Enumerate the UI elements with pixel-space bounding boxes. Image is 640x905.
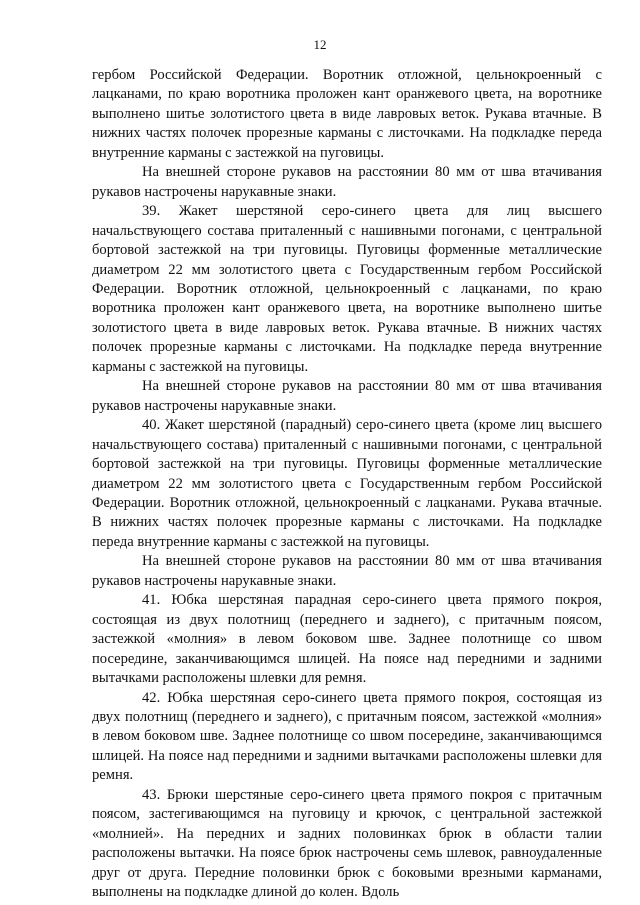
- document-body: [92, 66, 602, 902]
- paragraph-sleeve-insignia-1: На внешней стороне рукавов на расстоянии 80 мм от шва втачивания рукавов настрочены нарукавные знаки.: [92, 164, 602, 200]
- paragraph-item-42: 42. Юбка шерстяная серо-синего цвета прямого покроя, состоящая из двух полотнищ (переднего и заднего), с притачным поясом, застежкой «молния» в левом боковом шве. Заднее полотнище со швом посередине, заканчивающимся шлицей. На поясе над передними и задними вытачками расположены шлевки для ремня.: [92, 689, 602, 784]
- paragraph-item-43: 43. Брюки шерстяные серо-синего цвета прямого покроя с притачным поясом, застегивающимся на пуговицу и крючок, с центральной застежкой «молнией». На передних и задних половинках брюк в области талии расположены вытачки. На поясе брюк настрочены семь шлевок, равноудаленные друг от друга. Передние половинки брюк с боковыми врезными карманами, выполнены на подкладке длиной до колен. Вдоль: [92, 786, 602, 901]
- paragraph-item-41: 41. Юбка шерстяная парадная серо-синего цвета прямого покроя, состоящая из двух полотнищ (переднего и заднего), с притачным поясом, застежкой «молния» в левом боковом шве. Заднее полотнище со швом посередине, заканчивающимся шлицей. На поясе над передними и задними вытачками расположены шлевки для ремня.: [92, 592, 602, 687]
- paragraph-item-39: 39. Жакет шерстяной серо-синего цвета для лиц высшего начальствующего состава приталенный с нашивными погонами, с центральной бортовой застежкой на три пуговицы. Пуговицы форменные металлические диаметром 22 мм золотистого цвета с Государственным гербом Российской Федерации. Воротник отложной, цельнокроенный с лацканами, по краю воротника проложен кант оранжевого цвета, на воротнике выполнено шитье золотистого цвета в виде лавровых веток. Рукава втачные. В нижних частях полочек прорезные карманы с листочками. На подкладке переда внутренние карманы с застежкой на пуговицы.: [92, 203, 602, 375]
- paragraph-continuation: гербом Российской Федерации. Воротник отложной, цельнокроенный с лацканами, по краю воротника проложен кант оранжевого цвета, на воротнике выполнено шитье золотистого цвета в виде лавровых веток. Рукава втачные. В нижних частях полочек прорезные карманы с листочками. На подкладке переда внутренние карманы с застежкой на пуговицы.: [92, 67, 602, 161]
- page-number: 12: [313, 37, 327, 52]
- paragraph-sleeve-insignia-3: На внешней стороне рукавов на расстоянии 80 мм от шва втачивания рукавов настрочены нарукавные знаки.: [92, 553, 602, 589]
- paragraph-sleeve-insignia-2: На внешней стороне рукавов на расстоянии 80 мм от шва втачивания рукавов настрочены нарукавные знаки.: [92, 378, 602, 414]
- paragraph-item-40: 40. Жакет шерстяной (парадный) серо-синего цвета (кроме лиц высшего начальствующего состава) приталенный с нашивными погонами, с центральной бортовой застежкой на три пуговицы. Пуговицы форменные металлические диаметром 22 мм золотистого цвета с Государственным гербом Российской Федерации. Воротник отложной, цельнокроенный с лацканами. Рукава втачные. В нижних частях полочек прорезные карманы с листочками. На подкладке переда внутренние карманы с застежкой на пуговицы.: [92, 417, 602, 550]
